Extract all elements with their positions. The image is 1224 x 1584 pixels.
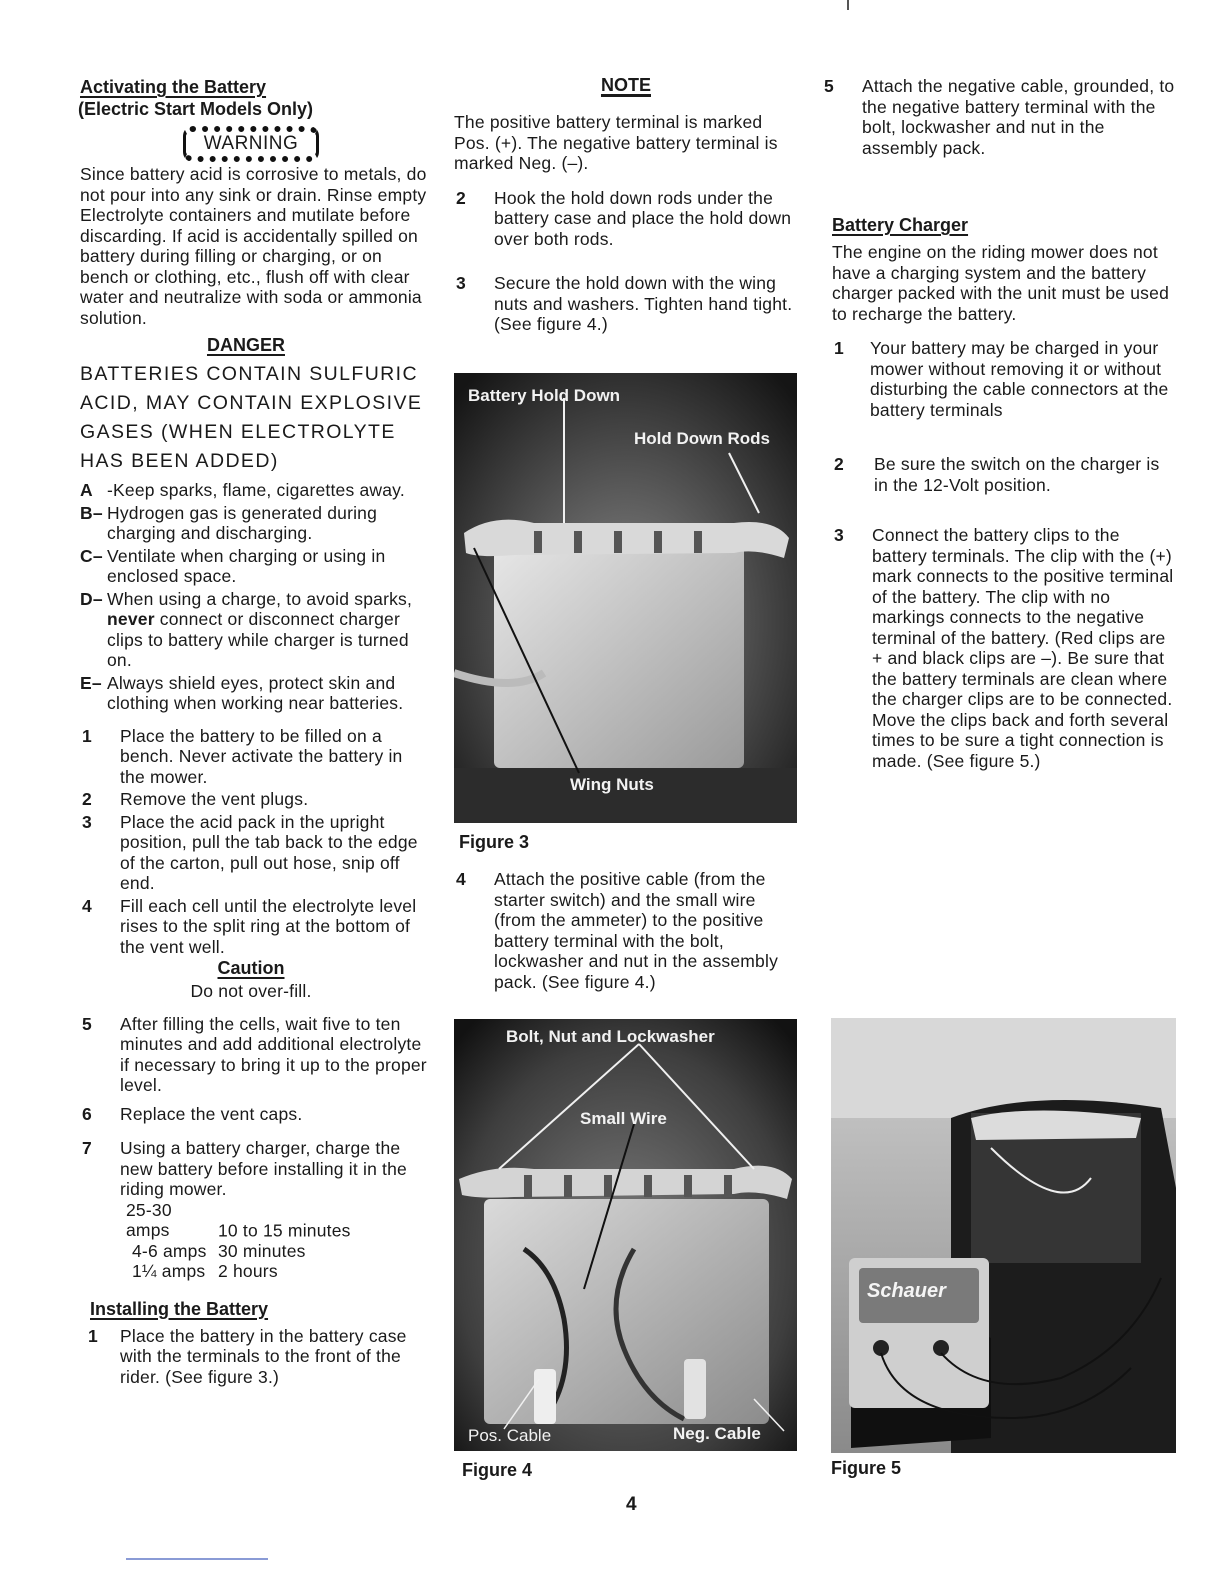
- warning-banner: [70, 126, 432, 162]
- label-hold-down-rods: Hold Down Rods: [634, 429, 770, 448]
- figure-3-caption: Figure 3: [459, 832, 530, 852]
- battery-charger-heading: Battery Charger: [832, 215, 969, 235]
- hazard-item: D– When using a charge, to avoid sparks, never connect or disconnect charger clips to battery while charger is turned on.: [80, 588, 413, 670]
- label-small-wire: Small Wire: [580, 1109, 667, 1128]
- step-item: 3 Place the acid pack in the upright position, pull the tab back to the edge of the carton, pull out hose, snip off end.: [82, 811, 418, 893]
- step-item: 2 Be sure the switch on the charger is in the 12-Volt position.: [834, 454, 1160, 495]
- label-neg-cable: Neg. Cable: [673, 1424, 761, 1443]
- step-item: 2 Remove the vent plugs.: [82, 789, 309, 809]
- column-right: [822, 76, 1178, 771]
- scan-artifact-line: [126, 1558, 268, 1560]
- hazard-item: E– Always shield eyes, protect skin and clothing when working near batteries.: [80, 672, 404, 713]
- step-item: 7 Using a battery charger, charge the new battery before installing it in the riding mower.: [82, 1138, 407, 1199]
- column-left: [80, 76, 432, 1387]
- install-step: 1 Place the battery in the battery case with the terminals to the front of the rider. (See figure 3.): [88, 1325, 407, 1387]
- step-item: 6 Replace the vent caps.: [82, 1103, 303, 1124]
- step-item: 1 Your battery may be charged in your mower without removing it or without disturbing the cable connectors at the battery terminals: [834, 338, 1169, 420]
- label-battery-hold-down: Battery Hold Down: [468, 386, 621, 405]
- caution-heading: Caution: [217, 958, 285, 978]
- step-item: 4 Fill each cell until the electrolyte level rises to the split ring at the bottom of the vent well.: [82, 895, 417, 957]
- charge-row: 4-6 amps 30 minutes: [132, 1240, 306, 1261]
- charger-brand-label: Schauer: [867, 1280, 946, 1302]
- hazard-item: B– Hydrogen gas is generated during charging and discharging.: [80, 502, 378, 543]
- charge-row: 25-30 amps 10 to 15 minutes: [126, 1199, 351, 1240]
- hold-down-steps: [454, 188, 802, 335]
- activation-steps-2: [80, 1014, 432, 1200]
- scan-artifact-mark: [847, 0, 849, 10]
- warning-label: WARNING: [183, 126, 320, 162]
- figure-5-photo: [831, 1018, 1176, 1453]
- danger-heading: DANGER: [206, 335, 285, 355]
- danger-text: BATTERIES CONTAIN SULFURIC ACID, MAY CONTAIN EXPLOSIVE GASES (WHEN ELECTROLYTE HAS BEEN ADDED): [80, 363, 423, 472]
- hazard-list: [80, 480, 432, 714]
- step-item: 2 Hook the hold down rods under the battery case and place the hold down over both rods.: [456, 187, 792, 249]
- step-item: 1 Place the battery to be filled on a bench. Never activate the battery in the mower.: [82, 725, 403, 787]
- note-text: The positive battery terminal is marked Pos. (+). The negative battery terminal is marked Neg. (–).: [454, 112, 778, 173]
- charger-text: The engine on the riding mower does not have a charging system and the battery charger packed with the unit must be used to recharge the battery.: [832, 242, 1169, 324]
- hazard-item: C– Ventilate when charging or using in enclosed space.: [80, 545, 386, 586]
- caution-text: Do not over-fill.: [190, 981, 312, 1001]
- step-item: 3 Connect the battery clips to the battery terminals. The clip with the (+) mark connects to the positive terminal of the battery. The clip with no markings connects to the negative terminal of the battery. (Red clips are + and black clips are –). Be sure that the battery terminals are clean where the charger clips are to be connected. Move the clips back and forth several times to be sure a tight connection is made. (See figure 5.): [834, 525, 1174, 771]
- battery-cables-image: [454, 1019, 797, 1451]
- activating-heading: Activating the Battery (Electric Start Models Only): [78, 77, 314, 119]
- step-item: 4 Attach the positive cable (from the starter switch) and the small wire (from the ammeter) to the positive battery terminal with the bolt, lockwasher and nut in the assembly pack. (See figure 4.): [456, 869, 779, 992]
- step-item: 3 Secure the hold down with the wing nuts and washers. Tighten hand tight. (See figure 4.): [456, 273, 793, 334]
- column-middle: [454, 74, 802, 335]
- figure-3-photo: [454, 373, 797, 823]
- charger-steps: [822, 338, 1178, 771]
- figure-4-caption: Figure 4: [462, 1460, 533, 1480]
- activation-steps: [80, 726, 432, 958]
- charge-row: 1¼ amps 2 hours: [132, 1261, 278, 1281]
- hazard-item: A -Keep sparks, flame, cigarettes away.: [80, 480, 405, 500]
- step-item: 5 Attach the negative cable, grounded, to the negative battery terminal with the bolt, lockwasher and nut in the assembly pack.: [824, 76, 1175, 158]
- charge-table: [80, 1200, 432, 1282]
- battery-charger-image: [831, 1018, 1176, 1453]
- figure-5-caption: Figure 5: [831, 1458, 902, 1478]
- label-pos-cable: Pos. Cable: [468, 1426, 552, 1445]
- installing-heading: Installing the Battery: [90, 1298, 269, 1319]
- label-bolt-nut-lockwasher: Bolt, Nut and Lockwasher: [506, 1027, 715, 1046]
- page-number: 4: [626, 1494, 637, 1515]
- warning-text: Since battery acid is corrosive to metals, do not pour into any sink or drain. Rinse empty Electrolyte containers and mutilate before discarding. If acid is accidentally spilled on battery during filling or charging, or on bench or clothing, etc., flush off with clear water and neutralize with soda or ammonia solution.: [80, 164, 427, 328]
- label-wing-nuts: Wing Nuts: [570, 775, 654, 794]
- column-middle-lower: [454, 869, 802, 992]
- step-item: 5 After filling the cells, wait five to ten minutes and add additional electrolyte if necessary to bring it up to the proper level.: [82, 1013, 427, 1095]
- note-heading: NOTE: [600, 75, 651, 95]
- figure-4-photo: [454, 1019, 797, 1451]
